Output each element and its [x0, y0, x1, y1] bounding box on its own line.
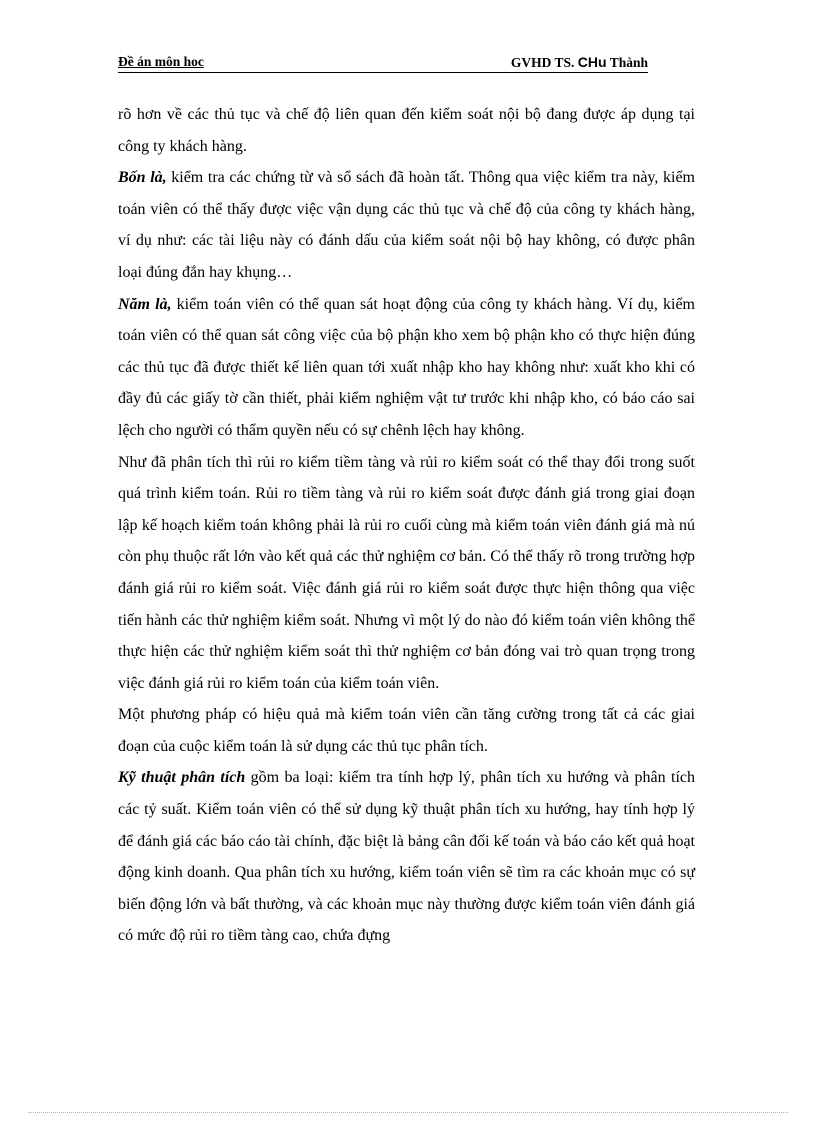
paragraph-text: rõ hơn về các thủ tục và chế độ liên quan đến kiểm soát nội bộ đang được áp dụng tại công ty khách hàng. [118, 106, 695, 155]
paragraph-text: Một phương pháp có hiệu quả mà kiểm toán viên cần tăng cường trong tất cả các giai đoạn của cuộc kiểm toán là sử dụng các thủ tục phân tích. [118, 706, 695, 755]
header-supervisor-name-rest: Thành [606, 55, 648, 70]
page-footer-divider [28, 1112, 788, 1113]
paragraph-3 [118, 289, 695, 447]
header-supervisor [511, 54, 648, 71]
paragraph-lead: Kỹ thuật phân tích [118, 769, 246, 787]
paragraph-lead: Bốn là, [118, 169, 167, 187]
paragraph-text: Như đã phân tích thì rủi ro kiểm tiềm tàng và rủi ro kiểm soát có thể thay đổi trong suốt quá trình kiểm toán. Rủi ro tiềm tàng và rủi ro kiểm soát được đánh giá trong giai đoạn lập kế hoạch kiểm toán không phải là rủi ro cuối cùng mà kiểm toán viên đánh giá mà nú còn phụ thuộc rất lớn vào kết quả các thử nghiệm cơ bản. Có thể thấy rõ trong trường hợp đánh giá rủi ro kiểm soát. Việc đánh giá rủi ro kiểm soát được thực hiện thông qua việc tiến hành các thử nghiệm kiểm soát. Nhưng vì một lý do nào đó kiểm toán viên không thể thực hiện các thử nghiệm kiểm soát thì thử nghiệm cơ bản đóng vai trò quan trọng trong việc đánh giá rủi ro kiểm toán của kiểm toán viên. [118, 453, 695, 692]
header-supervisor-prefix: GVHD TS. [510, 55, 578, 70]
paragraph-text: kiểm toán viên có thể quan sát hoạt động của công ty khách hàng. Ví dụ, kiểm toán viên có thể quan sát công việc của bộ phận kho xem bộ phận kho có thực hiện đúng các thủ tục đã được thiết kế liên quan tới xuất nhập kho hay không như: xuất kho khi có đầy đủ các giấy tờ cần thiết, phải kiểm nghiệm vật tư trước khi nhập kho, có báo cáo sai lệch cho người có thẩm quyền nếu có sự chênh lệch hay không. [118, 295, 695, 439]
document-body [118, 99, 695, 952]
paragraph-text: kiểm tra các chứng từ và sổ sách đã hoàn tất. Thông qua việc kiểm tra này, kiểm toán viên có thể thấy được việc vận dụng các thủ tục và chế độ của công ty khách hàng, ví dụ như: các tài liệu này có đánh dấu của kiểm soát nội bộ hay không, có được phân loại đúng đắn hay khụng… [118, 169, 696, 281]
paragraph-lead: Năm là, [118, 295, 172, 313]
paragraph-6 [118, 762, 695, 952]
header-document-title: Đề án môn hoc [118, 54, 204, 69]
paragraph-5 [118, 699, 695, 762]
page-header [118, 52, 648, 73]
paragraph-text: gồm ba loại: kiểm tra tính hợp lý, phân tích xu hướng và phân tích các tỷ suất. Kiểm toán viên có thể sử dụng kỹ thuật phân tích xu hướng, hay tính hợp lý để đánh giá các báo cáo tài chính, đặc biệt là bảng cân đối kế toán và báo cáo kết quả hoạt động kinh doanh. Qua phân tích xu hướng, kiểm toán viên sẽ tìm ra các khoản mục có sự biến động lớn và bất thường, và các khoản mục này thường được kiểm toán viên đánh giá có mức độ rủi ro tiềm tàng cao, chứa đựng [118, 769, 695, 945]
paragraph-2 [118, 162, 695, 288]
header-supervisor-name-caps: CHu [577, 54, 607, 70]
paragraph-4 [118, 447, 695, 700]
paragraph-1 [118, 99, 695, 162]
